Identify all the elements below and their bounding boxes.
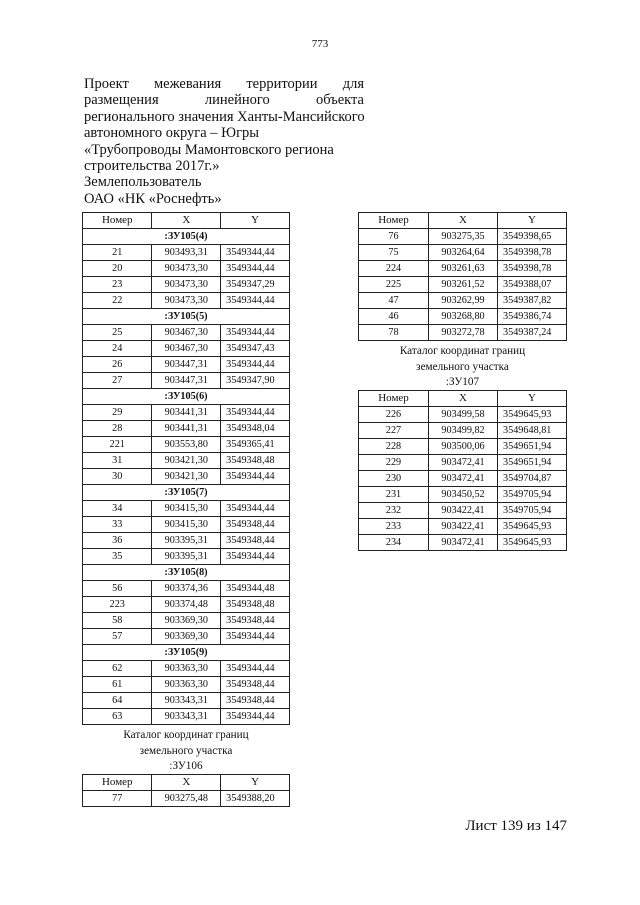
point-number-cell: 34 [83, 501, 152, 517]
x-coordinate-cell: 903395,31 [152, 549, 221, 565]
caption-line: земельного участка [416, 360, 509, 373]
y-coordinate-cell: 3549705,94 [498, 503, 567, 519]
coordinates-table-zu107 [358, 390, 567, 551]
x-coordinate-cell: 903493,31 [152, 245, 221, 261]
table-row [359, 423, 567, 439]
caption-plot-id: :ЗУ107 [445, 376, 480, 388]
point-number-cell: 227 [359, 423, 429, 439]
point-number-cell: 61 [83, 677, 152, 693]
point-number-cell: 64 [83, 693, 152, 709]
table-row [359, 519, 567, 535]
y-coordinate-cell: 3549348,44 [221, 677, 290, 693]
y-coordinate-cell: 3549398,78 [498, 261, 567, 277]
table-row [83, 693, 290, 709]
header-line: строительства 2017г.» [84, 158, 220, 175]
x-coordinate-cell: 903422,41 [429, 519, 498, 535]
y-coordinate-cell: 3549645,93 [498, 519, 567, 535]
table-row [83, 469, 290, 485]
y-coordinate-cell: 3549344,44 [221, 469, 290, 485]
column-header-x: X [429, 213, 498, 229]
table-row [83, 533, 290, 549]
column-header-number: Номер [83, 775, 152, 791]
table-row [83, 453, 290, 469]
caption-line: Каталог координат границ [399, 345, 526, 357]
document-header [84, 76, 364, 207]
plot-group-label: :ЗУ105(7) [83, 485, 290, 501]
column-header-x: X [152, 775, 221, 791]
y-coordinate-cell: 3549387,24 [498, 325, 567, 341]
table-row [359, 471, 567, 487]
point-number-cell: 230 [359, 471, 429, 487]
table-row [83, 501, 290, 517]
point-number-cell: 25 [83, 325, 152, 341]
point-number-cell: 47 [359, 293, 429, 309]
land-user-name: ОАО «НК «Роснефть» [84, 190, 222, 207]
y-coordinate-cell: 3549344,44 [221, 405, 290, 421]
x-coordinate-cell: 903473,30 [152, 261, 221, 277]
table-row [83, 293, 290, 309]
x-coordinate-cell: 903369,30 [152, 629, 221, 645]
plot-group-row [83, 389, 290, 405]
table-row [83, 613, 290, 629]
x-coordinate-cell: 903441,31 [152, 405, 221, 421]
y-coordinate-cell: 3549344,44 [221, 661, 290, 677]
plot-group-row [83, 485, 290, 501]
y-coordinate-cell: 3549344,48 [221, 581, 290, 597]
header-line: размещения линейного объекта [84, 92, 364, 109]
y-coordinate-cell: 3549344,44 [221, 501, 290, 517]
y-coordinate-cell: 3549344,44 [221, 245, 290, 261]
table-row [83, 421, 290, 437]
page-number: 773 [311, 38, 329, 50]
land-user-label: Землепользователь [84, 174, 202, 191]
column-header-number: Номер [359, 391, 429, 407]
table-row [359, 229, 567, 245]
x-coordinate-cell: 903472,41 [429, 455, 498, 471]
x-coordinate-cell: 903369,30 [152, 613, 221, 629]
plot-group-row [83, 309, 290, 325]
x-coordinate-cell: 903415,30 [152, 517, 221, 533]
x-coordinate-cell: 903499,58 [429, 407, 498, 423]
column-header-number: Номер [359, 213, 429, 229]
header-line: автономного округа – Югры [84, 125, 260, 142]
x-coordinate-cell: 903447,31 [152, 373, 221, 389]
table-row [83, 437, 290, 453]
x-coordinate-cell: 903441,31 [152, 421, 221, 437]
x-coordinate-cell: 903374,48 [152, 597, 221, 613]
point-number-cell: 23 [83, 277, 152, 293]
y-coordinate-cell: 3549648,81 [498, 423, 567, 439]
x-coordinate-cell: 903473,30 [152, 293, 221, 309]
table-row [83, 261, 290, 277]
x-coordinate-cell: 903447,31 [152, 357, 221, 373]
plot-group-label: :ЗУ105(4) [83, 229, 290, 245]
point-number-cell: 33 [83, 517, 152, 533]
x-coordinate-cell: 903553,80 [152, 437, 221, 453]
table-row [83, 517, 290, 533]
point-number-cell: 234 [359, 535, 429, 551]
point-number-cell: 46 [359, 309, 429, 325]
table-row [359, 325, 567, 341]
point-number-cell: 225 [359, 277, 429, 293]
column-header-y: Y [221, 213, 290, 229]
x-coordinate-cell: 903264,64 [429, 245, 498, 261]
catalog-caption-zu107 [358, 344, 567, 391]
point-number-cell: 35 [83, 549, 152, 565]
point-number-cell: 30 [83, 469, 152, 485]
point-number-cell: 228 [359, 439, 429, 455]
x-coordinate-cell: 903261,52 [429, 277, 498, 293]
table-row [83, 709, 290, 725]
point-number-cell: 58 [83, 613, 152, 629]
y-coordinate-cell: 3549705,94 [498, 487, 567, 503]
point-number-cell: 20 [83, 261, 152, 277]
x-coordinate-cell: 903472,41 [429, 535, 498, 551]
table-row [83, 677, 290, 693]
sheet-footer: Лист 139 из 147 [465, 818, 567, 834]
x-coordinate-cell: 903374,36 [152, 581, 221, 597]
point-number-cell: 24 [83, 341, 152, 357]
x-coordinate-cell: 903422,41 [429, 503, 498, 519]
x-coordinate-cell: 903262,99 [429, 293, 498, 309]
point-number-cell: 229 [359, 455, 429, 471]
x-coordinate-cell: 903261,63 [429, 261, 498, 277]
point-number-cell: 226 [359, 407, 429, 423]
y-coordinate-cell: 3549344,44 [221, 629, 290, 645]
plot-group-row [83, 645, 290, 661]
table-row [83, 277, 290, 293]
table-row [83, 373, 290, 389]
point-number-cell: 75 [359, 245, 429, 261]
y-coordinate-cell: 3549344,44 [221, 709, 290, 725]
point-number-cell: 56 [83, 581, 152, 597]
y-coordinate-cell: 3549347,90 [221, 373, 290, 389]
y-coordinate-cell: 3549344,44 [221, 357, 290, 373]
table-row [359, 455, 567, 471]
column-header-y: Y [221, 775, 290, 791]
x-coordinate-cell: 903421,30 [152, 453, 221, 469]
x-coordinate-cell: 903272,78 [429, 325, 498, 341]
y-coordinate-cell: 3549388,07 [498, 277, 567, 293]
table-row [83, 629, 290, 645]
table-row [83, 597, 290, 613]
y-coordinate-cell: 3549347,29 [221, 277, 290, 293]
y-coordinate-cell: 3549348,48 [221, 597, 290, 613]
point-number-cell: 27 [83, 373, 152, 389]
table-row [83, 405, 290, 421]
table-row [359, 487, 567, 503]
table-row [359, 407, 567, 423]
y-coordinate-cell: 3549388,20 [221, 791, 290, 807]
point-number-cell: 26 [83, 357, 152, 373]
x-coordinate-cell: 903275,48 [152, 791, 221, 807]
header-line: «Трубопроводы Мамонтовского региона [84, 141, 334, 158]
x-coordinate-cell: 903395,31 [152, 533, 221, 549]
x-coordinate-cell: 903467,30 [152, 341, 221, 357]
table-row [83, 357, 290, 373]
point-number-cell: 22 [83, 293, 152, 309]
point-number-cell: 223 [83, 597, 152, 613]
table-row [359, 261, 567, 277]
table-row [83, 341, 290, 357]
plot-group-row [83, 229, 290, 245]
table-row [359, 293, 567, 309]
table-row [359, 245, 567, 261]
x-coordinate-cell: 903415,30 [152, 501, 221, 517]
y-coordinate-cell: 3549348,44 [221, 693, 290, 709]
table-row [83, 245, 290, 261]
point-number-cell: 21 [83, 245, 152, 261]
x-coordinate-cell: 903499,82 [429, 423, 498, 439]
x-coordinate-cell: 903500,06 [429, 439, 498, 455]
x-coordinate-cell: 903363,30 [152, 661, 221, 677]
table-row [359, 503, 567, 519]
y-coordinate-cell: 3549651,94 [498, 439, 567, 455]
x-coordinate-cell: 903450,52 [429, 487, 498, 503]
point-number-cell: 78 [359, 325, 429, 341]
x-coordinate-cell: 903343,31 [152, 693, 221, 709]
table-row [359, 309, 567, 325]
point-number-cell: 29 [83, 405, 152, 421]
y-coordinate-cell: 3549651,94 [498, 455, 567, 471]
point-number-cell: 36 [83, 533, 152, 549]
y-coordinate-cell: 3549645,93 [498, 535, 567, 551]
y-coordinate-cell: 3549348,44 [221, 613, 290, 629]
header-line: Проект межевания территории для [84, 76, 364, 92]
column-header-x: X [152, 213, 221, 229]
x-coordinate-cell: 903421,30 [152, 469, 221, 485]
y-coordinate-cell: 3549344,44 [221, 261, 290, 277]
plot-group-label: :ЗУ105(5) [83, 309, 290, 325]
x-coordinate-cell: 903268,80 [429, 309, 498, 325]
column-header-y: Y [498, 391, 567, 407]
y-coordinate-cell: 3549398,65 [498, 229, 567, 245]
x-coordinate-cell: 903275,35 [429, 229, 498, 245]
y-coordinate-cell: 3549348,44 [221, 517, 290, 533]
coordinates-table-zu105-continued [358, 212, 567, 341]
y-coordinate-cell: 3549344,44 [221, 293, 290, 309]
table-row [83, 661, 290, 677]
y-coordinate-cell: 3549348,48 [221, 453, 290, 469]
point-number-cell: 224 [359, 261, 429, 277]
table-row [359, 439, 567, 455]
point-number-cell: 63 [83, 709, 152, 725]
y-coordinate-cell: 3549365,41 [221, 437, 290, 453]
point-number-cell: 28 [83, 421, 152, 437]
plot-group-label: :ЗУ105(8) [83, 565, 290, 581]
point-number-cell: 31 [83, 453, 152, 469]
point-number-cell: 57 [83, 629, 152, 645]
table-row [359, 535, 567, 551]
table-row [83, 791, 290, 807]
plot-group-label: :ЗУ105(6) [83, 389, 290, 405]
coordinates-table-zu105 [82, 212, 290, 725]
y-coordinate-cell: 3549645,93 [498, 407, 567, 423]
plot-group-label: :ЗУ105(9) [83, 645, 290, 661]
caption-plot-id: :ЗУ106 [169, 760, 203, 772]
y-coordinate-cell: 3549344,44 [221, 325, 290, 341]
column-header-number: Номер [83, 213, 152, 229]
y-coordinate-cell: 3549704,87 [498, 471, 567, 487]
y-coordinate-cell: 3549387,82 [498, 293, 567, 309]
point-number-cell: 221 [83, 437, 152, 453]
table-row [83, 549, 290, 565]
y-coordinate-cell: 3549344,44 [221, 549, 290, 565]
x-coordinate-cell: 903473,30 [152, 277, 221, 293]
point-number-cell: 76 [359, 229, 429, 245]
y-coordinate-cell: 3549386,74 [498, 309, 567, 325]
x-coordinate-cell: 903472,41 [429, 471, 498, 487]
point-number-cell: 233 [359, 519, 429, 535]
y-coordinate-cell: 3549398,78 [498, 245, 567, 261]
coordinates-table-zu106 [82, 774, 290, 807]
x-coordinate-cell: 903343,31 [152, 709, 221, 725]
caption-line: земельного участка [139, 744, 233, 757]
caption-line: Каталог координат границ [123, 729, 249, 741]
point-number-cell: 77 [83, 791, 152, 807]
table-row [83, 325, 290, 341]
x-coordinate-cell: 903363,30 [152, 677, 221, 693]
point-number-cell: 232 [359, 503, 429, 519]
point-number-cell: 231 [359, 487, 429, 503]
y-coordinate-cell: 3549347,43 [221, 341, 290, 357]
table-row [359, 277, 567, 293]
y-coordinate-cell: 3549348,04 [221, 421, 290, 437]
table-row [83, 581, 290, 597]
plot-group-row [83, 565, 290, 581]
x-coordinate-cell: 903467,30 [152, 325, 221, 341]
header-line: регионального значения Ханты-Мансийского [84, 108, 365, 125]
point-number-cell: 62 [83, 661, 152, 677]
catalog-caption-zu106 [82, 728, 290, 775]
column-header-y: Y [498, 213, 567, 229]
y-coordinate-cell: 3549348,44 [221, 533, 290, 549]
column-header-x: X [429, 391, 498, 407]
